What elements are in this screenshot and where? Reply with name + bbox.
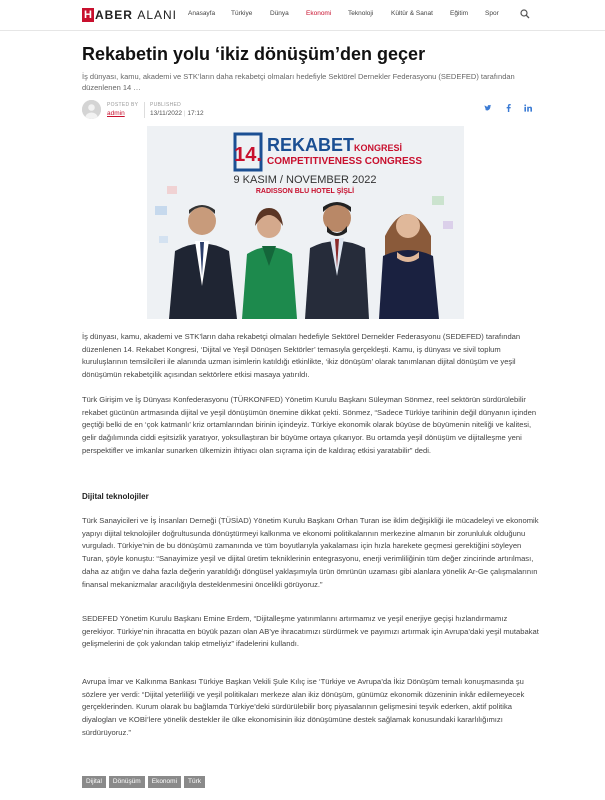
article-subheading: Dijital teknolojiler xyxy=(82,492,149,501)
tag-link[interactable]: Dijital xyxy=(82,776,106,788)
banner-date: 9 KASIM / NOVEMBER 2022 xyxy=(233,174,377,186)
search-icon[interactable] xyxy=(520,9,530,19)
post-tags xyxy=(82,776,205,788)
nav-item-teknoloji[interactable]: Teknoloji xyxy=(348,10,374,17)
article-paragraph: İş dünyası, kamu, akademi ve STK’ların daha rekabetçi olmaları hedefiyle Sektörel Dernekler Federasyonu (SEDEFED) tarafından düzenlenen 14. Rekabet Kongresi, ‘Dijital ve Yeşil Dönüşen Sektörler’ temasıyla gerçekleşti. Kamu, iş dünyası ve sivil toplum kuruluşlarının temsilcileri ile alanında uzman isimlerin katıldığı etkinlikte, ‘ikiz dönüşüm’ olarak tanımlanan dijital dönüşüm ve yeşil dönüşümün rekabetçilik açısından sektörlere etkisi masaya yatırıldı. xyxy=(82,332,521,380)
site-logo[interactable] xyxy=(82,7,177,23)
article-paragraph: Türk Sanayicileri ve İş İnsanları Derneği (TÜSİAD) Yönetim Kurulu Başkanı Orhan Turan ise iklim değişikliği ile mücadeleyi ve ekonomik yapıyı dijital teknolojiler doğrultusunda dönüştürmeyi kalkınma ve ekonomi politikalarının merkezine almanın bir zorunluluk olduğunu vurguladı. Türkiye’nin de bu dönüşümü zamanında ve tüm boyutlarıyla yakalaması için hızla harekete geçmesi gerektiğini söyleyen Turan, şöyle konuştu: “Sanayimize yeşil ve dijital üretim tekniklerinin entegrasyonu, enerji verimliliğinin tüm değer zincirinde artırılması, daha az atığın ve daha fazla değerin yaratıldığı döngüsel yaklaşımıyla ürün ömrünün uzaması gibi alanlara yönelik Ar-Ge çalışmalarının finansal mekanizmalar aracılığıyla desteklenmesini öncelikli görüyoruz.” xyxy=(82,516,539,589)
publish-time: 17:12 xyxy=(187,110,204,117)
site-header xyxy=(0,0,605,31)
published-label: PUBLISHED xyxy=(150,102,182,108)
banner-subtitle: KONGRESİ xyxy=(354,143,403,153)
nav-item-spor[interactable]: Spor xyxy=(485,10,499,17)
tag-link[interactable]: Ekonomi xyxy=(148,776,181,788)
banner-title: REKABET xyxy=(267,135,355,155)
twitter-icon[interactable] xyxy=(484,104,492,114)
publish-date: 13/11/2022 xyxy=(150,110,183,117)
featured-image xyxy=(147,126,464,319)
meta-divider xyxy=(144,102,145,118)
post-excerpt: İş dünyası, kamu, akademi ve STK’ların daha rekabetçi olmaları hedefiyle Sektörel Dernekler Federasyonu (SEDEFED) tarafından düzenlenen 14 … xyxy=(82,72,515,92)
post-title: Rekabetin yolu ‘ikiz dönüşüm’den geçer xyxy=(82,44,426,64)
nav-item-turkiye[interactable]: Türkiye xyxy=(231,10,253,17)
post-meta: POSTED BY admin PUBLISHED 13/11/2022 | 17:12 xyxy=(82,100,532,120)
user-icon xyxy=(82,100,101,119)
logo-mark: H xyxy=(84,9,92,21)
banner-venue: RADISSON BLU HOTEL ŞİŞLİ xyxy=(255,188,355,195)
article-paragraph: Avrupa İmar ve Kalkınma Bankası Türkiye Başkan Vekili Şule Kılıç ise ‘Türkiye ve Avrupa’da İkiz Dönüşüm temalı konuşmasında şu sözlere yer verdi: “Dijital yeterliliği ve yeşil politikaları merkeze alan ikiz dönüşüm, günümüz ekonomik düzeninin inkâr edilemeyecek gerçeklerinden. Kurum olarak bu bağlamda Türkiye’deki sürdürülebilir borç piyasalarının gelişmesini teşvik ederken, aktif politika diyalogları ve KOBİ’lere yönelik destekler ile ülke ekonomisinin ikiz dönüşümüne destek sağlamak konusundaki kararlılığımızı sürdürüyoruz.” xyxy=(82,677,525,737)
congress-photo xyxy=(147,126,464,319)
nav-item-dunya[interactable]: Dünya xyxy=(270,10,289,17)
article-paragraph: SEDEFED Yönetim Kurulu Başkanı Emine Erdem, “Dijitalleşme yatırımlarını artırmamız ve yeşil enerjiye geçişi hızlandırmamız gerekiyor. Türkiye’nin ihracatta en büyük pazarı olan AB’ye ihracatımızı sürdürmek ve payımızı artırmak için Avrupa’daki yeşil mutabakat gelişmelerini de çok yakından takip etmeliyiz” ifadelerini kullandı. xyxy=(82,614,539,649)
banner-english: COMPETITIVENESS CONGRESS xyxy=(267,156,423,167)
nav-item-anasayfa[interactable]: Anasayfa xyxy=(188,10,216,17)
tag-link[interactable]: Dönüşüm xyxy=(109,776,145,788)
tag-link[interactable]: Türk xyxy=(184,776,205,788)
nav-item-egitim[interactable]: Eğitim xyxy=(450,10,469,17)
logo-suffix: ALANI xyxy=(137,8,177,22)
banner-number: 14. xyxy=(234,144,262,166)
article-paragraph: Türk Girişim ve İş Dünyası Konfederasyonu (TÜRKONFED) Yönetim Kurulu Başkanı Süleyman Sönmez, reel sektörün sürdürülebilir rekabet gücünün artmasında dijital ve yeşil dönüşümün önemine dikkat çekti. Sönmez, “Sadece Türkiye tarihinin değil dünyanın içinden geçtiği belki de en ‘çok katmanlı’ kriz ortamlarından birinin içindeyiz. Türkiye ekonomik olarak büyüse de büyümenin niteliği ve kalitesi, gelir dağılımında ciddi eşitsizlik yaratıyor, yoksullaştıran bir büyüme ortaya çıkarıyor. Bu ortamda yeşil dönüşüm ve dijitalleşme yeni perspektifler ve imkanlar sunarken ülkemizin ihtiyacı olan sıçrama için de kaldıraç etkisi yaratabilir” dedi. xyxy=(82,395,537,455)
facebook-icon[interactable] xyxy=(505,104,512,114)
linkedin-icon[interactable] xyxy=(524,104,532,114)
nav-item-ekonomi[interactable]: Ekonomi xyxy=(306,10,332,17)
logo-main: ABER xyxy=(94,8,133,22)
posted-by-label: POSTED BY xyxy=(107,102,139,108)
author-link[interactable]: admin xyxy=(107,110,125,117)
avatar xyxy=(82,100,101,119)
nav-item-kultur-sanat[interactable]: Kültür & Sanat xyxy=(391,10,433,17)
